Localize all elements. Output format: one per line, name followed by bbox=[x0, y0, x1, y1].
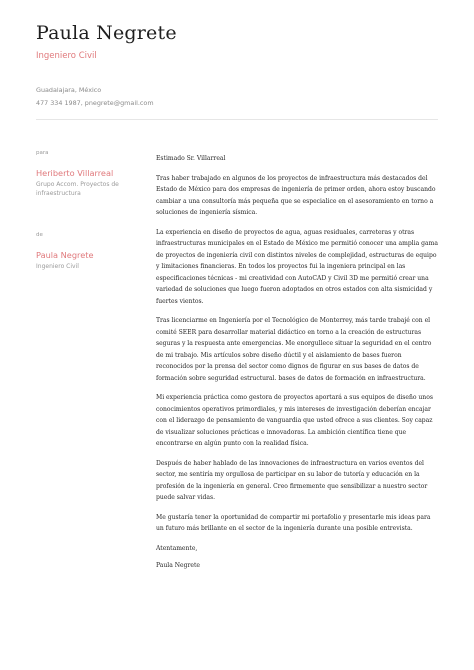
paragraph: Después de haber hablado de las innovaciones de infraestructura en varios eventos del sector, me sentiría my orgullosa de participar en su labor de tutoría y educación en la profesión de la ingeniería en general. Creo firmemente que sensibilizar a nuestro sector puede salvar vidas. bbox=[156, 459, 428, 501]
contact-block bbox=[36, 84, 154, 110]
signature: Paula Negrete bbox=[156, 562, 200, 569]
letter-body bbox=[156, 153, 440, 580]
recipient-label: para bbox=[36, 150, 49, 156]
sender-name: Paula Negrete bbox=[36, 250, 94, 260]
paragraph: Me gustaría tener la oportunidad de compartir mi portafolio y presentarle mis ideas para un futuro más brillante en el sector de la ingeniería durante una posible entrevista. bbox=[156, 513, 431, 532]
contact-line: 477 334 1987, pnegrete@gmail.com bbox=[36, 99, 154, 107]
header-divider bbox=[36, 119, 438, 120]
location-text: Guadalajara, México bbox=[36, 86, 102, 94]
greeting: Estimado Sr. Villarreal bbox=[156, 155, 226, 162]
sender-title: Ingeniero Civil bbox=[36, 263, 79, 270]
recipient-company: Grupo Accom. Proyectos de infraestructura bbox=[36, 181, 119, 197]
paragraph: Mi experiencia práctica como gestora de proyectos aportará a sus equipos de diseño unos conocimientos operativos primordiales, y mis intereses de investigación deberían encajar con el liderazgo de pensamiento de vanguardia que usted ofrece a sus clientes. Soy capaz de visualizar soluciones prácticas e innovadoras. La ambición científica tiene que encontrarse en algún punto con la realidad física. bbox=[156, 394, 433, 447]
applicant-role: Ingeniero Civil bbox=[36, 51, 97, 61]
paragraph: Tras licenciarme en Ingeniería por el Tecnológico de Monterrey, más tarde trabajé con el comité SEER para desarrollar material didáctico en torno a la creación de estructuras seguras y la respuesta ante emergencias. Me enorgullece situar la seguridad en el centro de mi trabajo. Mis artículos sobre diseño dúctil y el aislamiento de bases fueron reconocidos por la prensa del sector como dignos de figurar en sus bases de datos de formación sobre seguridad estructural. bases de datos de formación en infraestructura. bbox=[156, 317, 432, 382]
paragraph: La experiencia en diseño de proyectos de agua, aguas residuales, carreteras y otras infraestructuras municipales en el Estado de México me permitió conocer una amplia gama de proyectos de ingeniería civil con distintos niveles de complejidad, estructuras de equipo y limitaciones financieras. En todos los proyectos fui la ingeniera principal en las especificaciones técnicas - mi creatividad con AutoCAD y Civil 3D me permitió crear una variedad de soluciones que luego fueron adoptados en otros estados con alta sismicidad y fuertes vientos. bbox=[156, 228, 438, 305]
paragraph: Tras haber trabajado en algunos de los proyectos de infraestructura más destacados del Estado de México para dos empresas de ingeniería de primer orden, ahora estoy buscando cambiar a una consultoría más pequeña que se especialice en el asesoramiento en torno a soluciones de ingeniería sísmica. bbox=[156, 174, 436, 216]
sender-label: de bbox=[36, 232, 43, 238]
applicant-name: Paula Negrete bbox=[36, 22, 177, 44]
closing: Atentamente, bbox=[156, 544, 198, 552]
sidebar bbox=[36, 150, 146, 272]
recipient-name: Heriberto Villarreal bbox=[36, 168, 114, 178]
